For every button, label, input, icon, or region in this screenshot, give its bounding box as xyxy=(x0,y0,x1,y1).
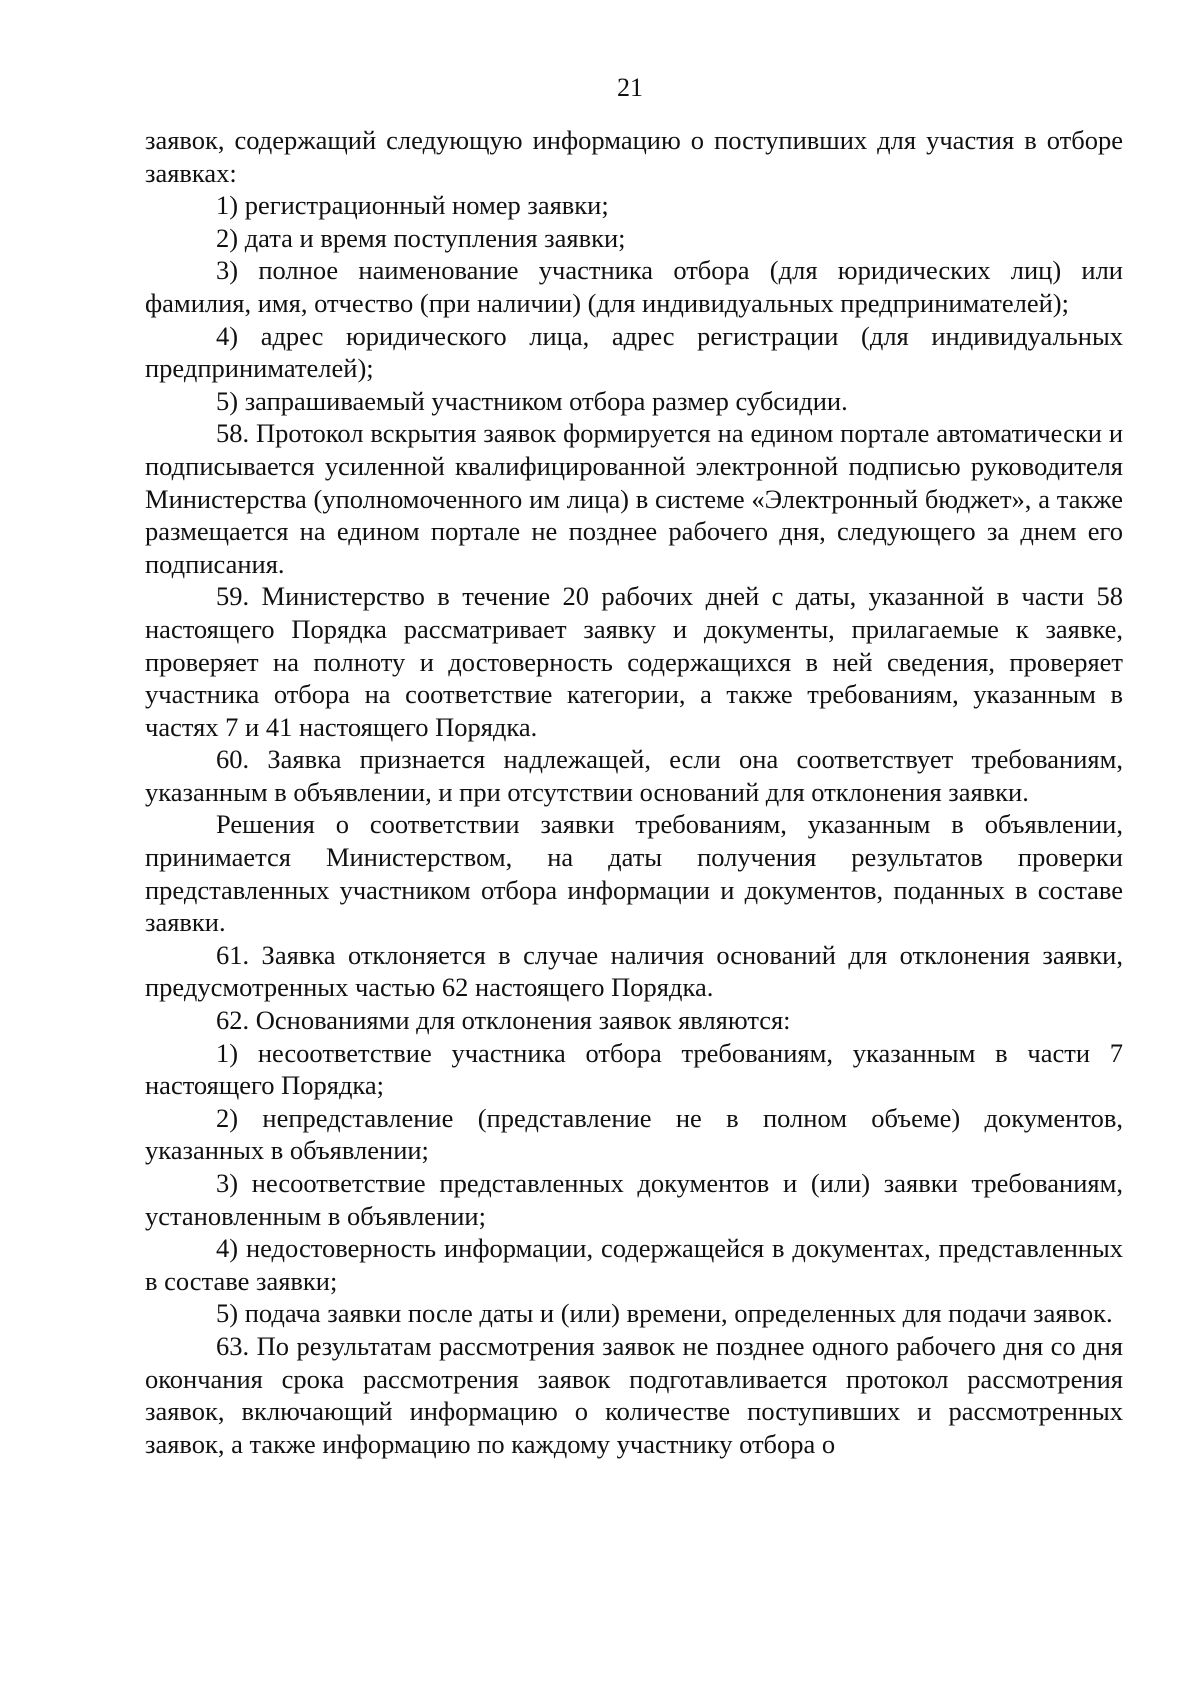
paragraph: 5) запрашиваемый участником отбора размер субсидии. xyxy=(216,385,848,416)
paragraph: 4) адрес юридического лица, адрес регистрации (для индивидуальных предпринимателей); xyxy=(145,320,1123,384)
paragraph: 2) дата и время поступления заявки; xyxy=(216,222,626,253)
paragraph: заявок, содержащий следующую информацию о поступивших для участия в отборе заявках: xyxy=(145,125,1123,188)
document-body xyxy=(145,124,1123,1460)
paragraph: 60. Заявка признается надлежащей, если она соответствует требованиям, указанным в объявлении, и при отсутствии оснований для отклонения заявки. xyxy=(145,744,1123,807)
paragraph: 1) регистрационный номер заявки; xyxy=(216,190,609,221)
page-number: 21 xyxy=(617,73,643,102)
paragraph: 1) несоответствие участника отбора требованиям, указанным в части 7 настоящего Порядка; xyxy=(145,1037,1123,1101)
paragraph: 4) недостоверность информации, содержащейся в документах, представленных в составе заявки; xyxy=(145,1233,1123,1296)
paragraph: 62. Основаниями для отклонения заявок являются: xyxy=(216,1005,791,1036)
paragraph: 3) полное наименование участника отбора (для юридических лиц) или фамилия, имя, отчество (при наличии) (для индивидуальных предпринимателей); xyxy=(145,255,1123,318)
paragraph: 2) непредставление (представление не в полном объеме) документов, указанных в объявлении; xyxy=(145,1102,1123,1166)
paragraph: 63. По результатам рассмотрения заявок не позднее одного рабочего дня со дня окончания срока рассмотрения заявок подготавливается протокол рассмотрения заявок, включающий информацию о количестве поступивших и рассмотренных заявок, а также информацию по каждому участнику отбора о xyxy=(145,1330,1123,1459)
paragraph: 59. Министерство в течение 20 рабочих дней с даты, указанной в части 58 настоящего Порядка рассматривает заявку и документы, прилагаемые к заявке, проверяет на полноту и достоверность содержащихся в ней сведения, проверяет участника отбора на соответствие категории, а также требованиям, указанным в частях 7 и 41 настоящего Порядка. xyxy=(145,581,1123,742)
paragraph: 5) подача заявки после даты и (или) времени, определенных для подачи заявок. xyxy=(216,1298,1113,1329)
paragraph: 58. Протокол вскрытия заявок формируется на едином портале автоматически и подписывается усиленной квалифицированной электронной подписью руководителя Министерства (уполномоченного им лица) в системе «Электронный бюджет», а также размещается на едином портале не позднее рабочего дня, следующего за днем его подписания. xyxy=(145,418,1123,579)
paragraph: 61. Заявка отклоняется в случае наличия оснований для отклонения заявки, предусмотренных частью 62 настоящего Порядка. xyxy=(145,939,1123,1003)
paragraph: 3) несоответствие представленных документов и (или) заявки требованиям, установленным в объявлении; xyxy=(145,1168,1123,1231)
paragraph: Решения о соответствии заявки требованиям, указанным в объявлении, принимается Министерством, на даты получения результатов проверки представленных участником отбора информации и документов, поданных в составе заявки. xyxy=(145,809,1123,938)
